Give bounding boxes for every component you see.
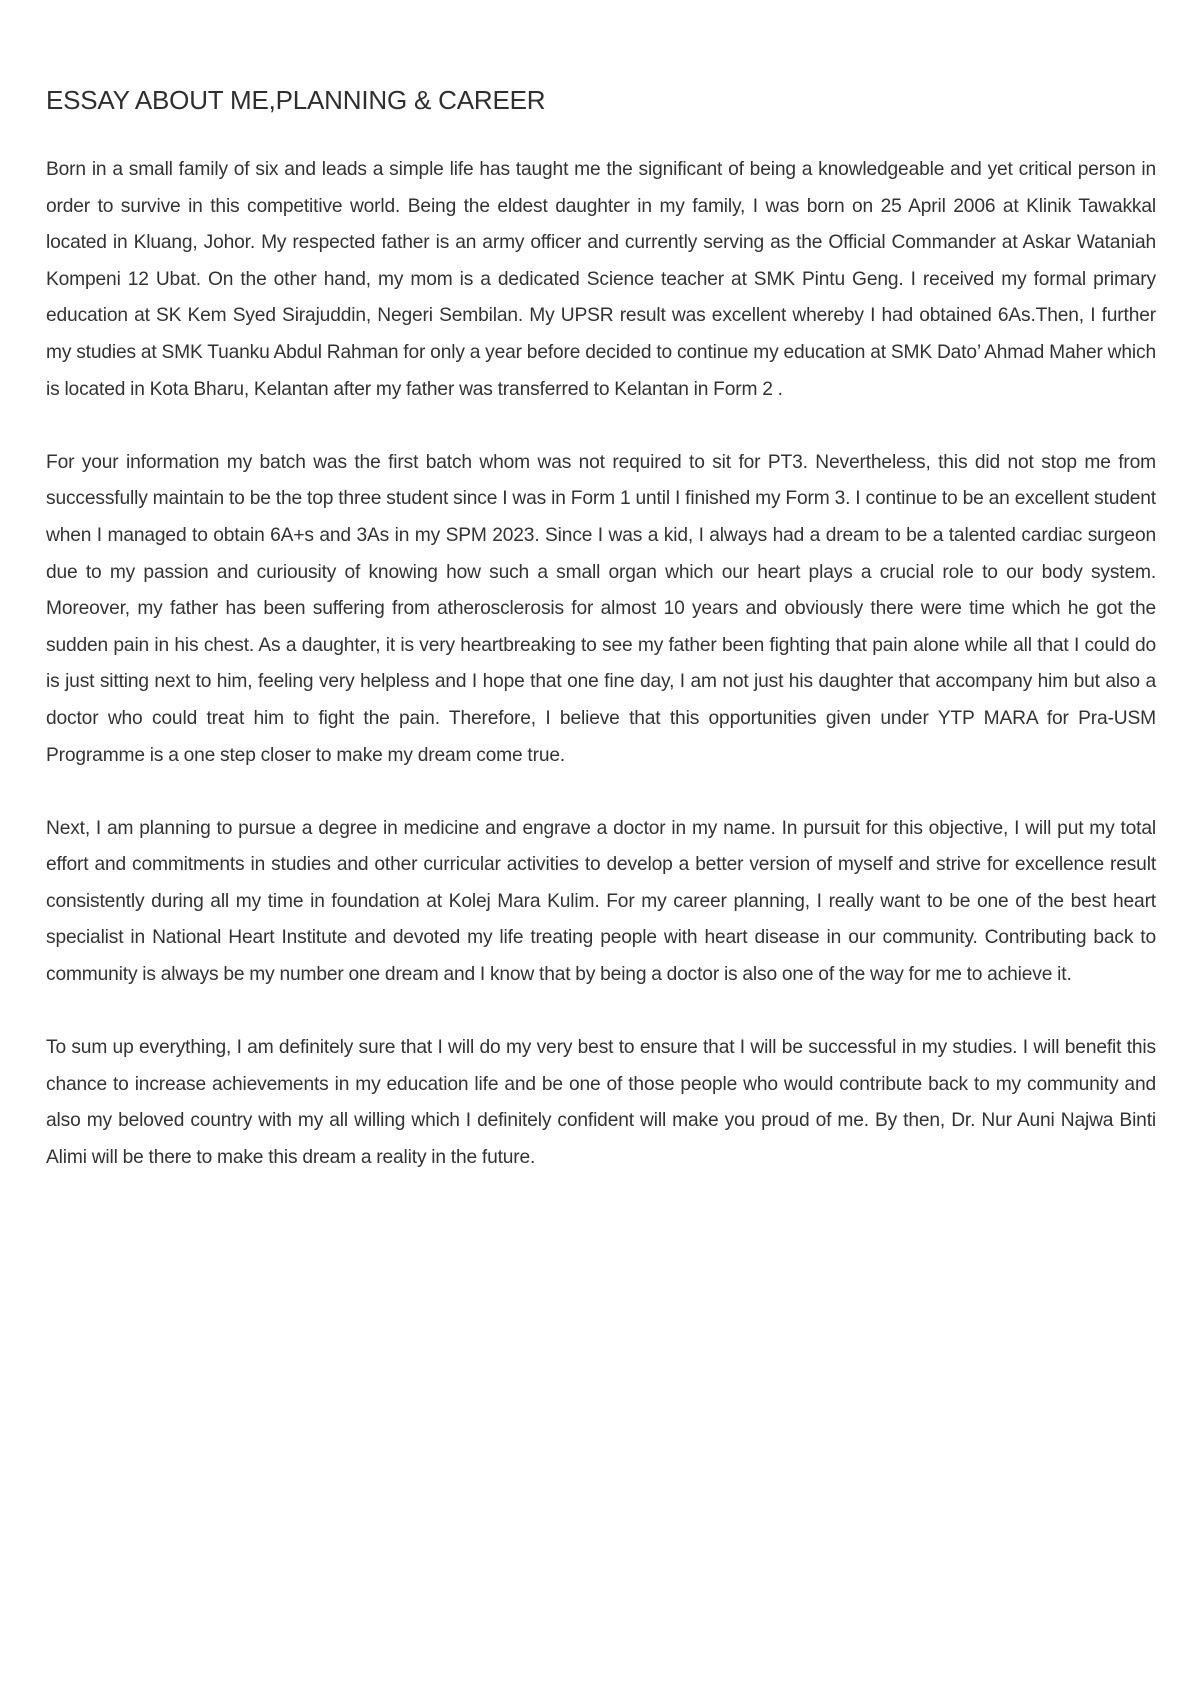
essay-title: ESSAY ABOUT ME,PLANNING & CAREER — [46, 85, 546, 115]
paragraph-planning: Next, I am planning to pursue a degree in medicine and engrave a doctor in my name. In pursuit for this objective, I will put my total effort and commitments in studies and other curricular activities to develop a better version of myself and strive for excellence result consistently during all my time in foundation at Kolej Mara Kulim. For my career planning, I really want to be one of the best heart specialist in National Heart Institute and devoted my life treating people with heart disease in our community. Contributing back to community is always be my number one dream and I know that by being a doctor is also one of the way for me to achieve it. — [46, 817, 1156, 986]
essay-body — [46, 80, 1156, 1213]
paragraph-conclusion: To sum up everything, I am definitely sure that I will do my very best to ensure that I will be successful in my studies. I will benefit this chance to increase achievements in my education life and be one of those people who would contribute back to my community and also my beloved country with my all willing which I definitely confident will make you proud of me. By then, Dr. Nur Auni Najwa Binti Alimi will be there to make this dream a reality in the future. — [46, 1037, 1156, 1169]
paragraph-ambition: For your information my batch was the first batch whom was not required to sit for PT3. Nevertheless, this did not stop me from successfully maintain to be the top three student since I was in Form 1 until I finished my Form 3. I continue to be an excellent student when I managed to obtain 6A+s and 3As in my SPM 2023. Since I was a kid, I always had a dream to be a talented cardiac surgeon due to my passion and curiousity of knowing how such a small organ which our heart plays a crucial role to our body system. Moreover, my father has been suffering from atherosclerosis for almost 10 years and obviously there were time which he got the sudden pain in his chest. As a daughter, it is very heartbreaking to see my father been fighting that pain alone while all that I could do is just sitting next to him, feeling very helpless and I hope that one fine day, I am not just his daughter that accompany him but also a doctor who could treat him to fight the pain. Therefore, I believe that this opportunities given under YTP MARA for Pra-USM Programme is a one step closer to make my dream come true. — [46, 451, 1156, 766]
paragraph-about-me: Born in a small family of six and leads a simple life has taught me the significant of being a knowledgeable and yet critical person in order to survive in this competitive world. Being the eldest daughter in my family, I was born on 25 April 2006 at Klinik Tawakkal located in Kluang, Johor. My respected father is an army officer and currently serving as the Official Commander at Askar Wataniah Kompeni 12 Ubat. On the other hand, my mom is a dedicated Science teacher at SMK Pintu Geng. I received my formal primary education at SK Kem Syed Sirajuddin, Negeri Sembilan. My UPSR result was excellent whereby I had obtained 6As.Then, I further my studies at SMK Tuanku Abdul Rahman for only a year before decided to continue my education at SMK Dato’ Ahmad Maher which is located in Kota Bharu, Kelantan after my father was transferred to Kelantan in Form 2 . — [46, 159, 1156, 400]
